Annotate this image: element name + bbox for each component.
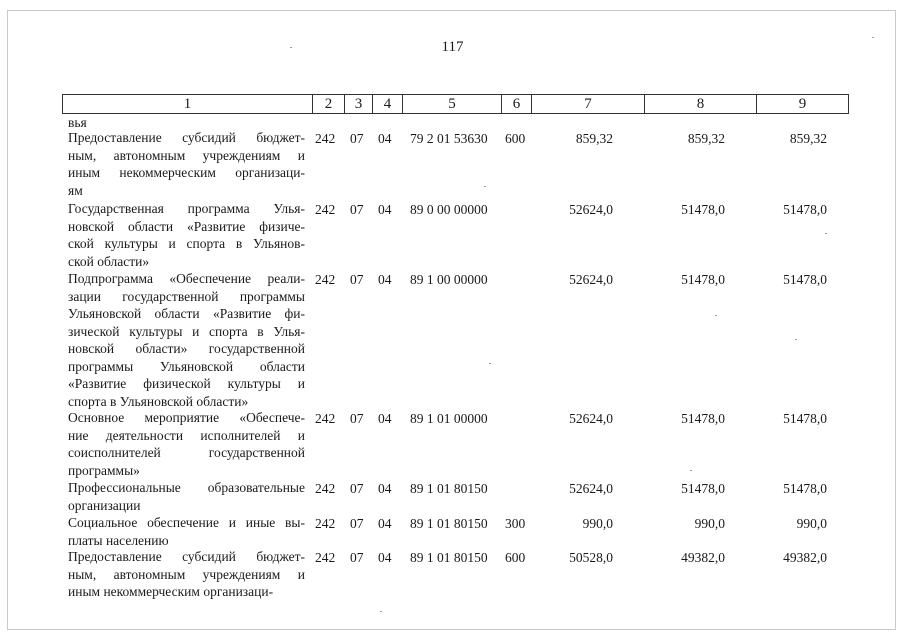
cell-col-3: 07 xyxy=(350,272,364,287)
description-line: Основное мероприятие «Обеспече- xyxy=(68,410,305,425)
cell-col-8: 51478,0 xyxy=(681,481,725,496)
scan-speck xyxy=(715,315,717,316)
cell-col-2: 242 xyxy=(315,411,336,426)
cell-col-8: 859,32 xyxy=(687,131,725,146)
description-line: иным некоммерческим организаци- xyxy=(68,584,274,599)
cell-col-5: 89 1 01 80150 xyxy=(410,550,488,565)
cell-col-7: 990,0 xyxy=(582,516,613,531)
header-col-9: 9 xyxy=(756,95,848,113)
cell-col-6: 600 xyxy=(505,550,526,565)
cell-col-7: 52624,0 xyxy=(569,411,613,426)
scan-speck xyxy=(489,363,491,364)
row-description xyxy=(68,514,305,549)
cell-col-2: 242 xyxy=(315,481,336,496)
scan-speck xyxy=(290,47,292,48)
scan-speck xyxy=(872,37,874,38)
header-col-2: 2 xyxy=(312,95,344,113)
description-line: ние деятельности исполнителей и xyxy=(68,427,305,443)
cell-col-6: 600 xyxy=(505,131,526,146)
cell-col-3: 07 xyxy=(350,516,364,531)
cell-col-9: 859,32 xyxy=(789,131,827,146)
scan-speck xyxy=(825,233,827,234)
cell-col-4: 04 xyxy=(378,202,392,217)
header-col-3: 3 xyxy=(344,95,372,113)
cell-col-7: 50528,0 xyxy=(569,550,613,565)
cell-col-7: 52624,0 xyxy=(569,481,613,496)
description-line: программы» xyxy=(68,462,140,478)
cell-col-8: 990,0 xyxy=(694,516,725,531)
description-line: новской области «Развитие физиче- xyxy=(68,218,305,234)
cell-col-8: 51478,0 xyxy=(681,202,725,217)
scan-speck xyxy=(690,470,692,471)
cell-col-9: 51478,0 xyxy=(783,411,827,426)
description-line: Предоставление субсидий бюджет- xyxy=(68,130,305,145)
description-line: ской области» xyxy=(68,253,150,269)
scan-speck xyxy=(380,611,382,612)
description-line: Государственная программа Улья- xyxy=(68,201,305,216)
page-number: 117 xyxy=(441,39,464,55)
scan-speck xyxy=(484,186,486,187)
cell-col-2: 242 xyxy=(315,272,336,287)
description-line: ным, автономным учреждениям и xyxy=(68,147,305,163)
cell-col-7: 52624,0 xyxy=(569,272,613,287)
row-description xyxy=(68,200,305,270)
description-line: иным некоммерческим организаци- xyxy=(68,165,305,180)
description-line: ным, автономным учреждениям и xyxy=(68,566,305,582)
cell-col-7: 859,32 xyxy=(575,131,613,146)
cell-col-8: 51478,0 xyxy=(681,272,725,287)
cell-col-2: 242 xyxy=(315,516,336,531)
row-description xyxy=(68,409,305,479)
description-line: организации xyxy=(68,497,141,513)
description-line: Предоставление субсидий бюджет- xyxy=(68,549,305,564)
cell-col-4: 04 xyxy=(378,550,392,565)
cell-col-2: 242 xyxy=(315,131,336,146)
cell-col-5: 79 2 01 53630 xyxy=(410,131,488,146)
description-line: Подпрограмма «Обеспечение реали- xyxy=(68,271,305,286)
continuation-text: вья xyxy=(68,115,87,130)
cell-col-5: 89 1 00 00000 xyxy=(410,272,488,287)
cell-col-8: 49382,0 xyxy=(681,550,725,565)
cell-col-5: 89 1 01 00000 xyxy=(410,411,488,426)
cell-col-3: 07 xyxy=(350,202,364,217)
header-col-8: 8 xyxy=(644,95,756,113)
cell-col-4: 04 xyxy=(378,411,392,426)
description-line: «Развитие физической культуры и xyxy=(68,376,305,391)
header-col-6: 6 xyxy=(501,95,531,113)
description-line: ям xyxy=(68,182,83,198)
description-line: платы населению xyxy=(68,532,169,548)
description-line: новской области» государственной xyxy=(68,341,305,356)
cell-col-4: 04 xyxy=(378,272,392,287)
description-line: программы Ульяновской области xyxy=(68,358,305,374)
description-line: зической культуры и спорта в Улья- xyxy=(68,323,305,339)
cell-col-8: 51478,0 xyxy=(681,411,725,426)
scan-speck xyxy=(795,339,797,340)
cell-col-3: 07 xyxy=(350,131,364,146)
cell-col-9: 49382,0 xyxy=(783,550,827,565)
cell-col-5: 89 1 01 80150 xyxy=(410,516,488,531)
cell-col-9: 51478,0 xyxy=(783,481,827,496)
row-description xyxy=(68,548,305,601)
cell-col-5: 89 1 01 80150 xyxy=(410,481,488,496)
cell-col-9: 51478,0 xyxy=(783,272,827,287)
row-description xyxy=(68,270,305,410)
cell-col-6: 300 xyxy=(505,516,526,531)
cell-col-9: 51478,0 xyxy=(783,202,827,217)
cell-col-4: 04 xyxy=(378,516,392,531)
header-col-1: 1 xyxy=(183,96,192,112)
header-col-5: 5 xyxy=(402,95,501,113)
cell-col-3: 07 xyxy=(350,550,364,565)
table-header xyxy=(62,94,849,114)
cell-col-7: 52624,0 xyxy=(569,202,613,217)
cell-col-4: 04 xyxy=(378,131,392,146)
cell-col-2: 242 xyxy=(315,202,336,217)
row-description xyxy=(68,479,305,514)
cell-col-3: 07 xyxy=(350,411,364,426)
description-line: Ульяновской области «Развитие фи- xyxy=(68,306,305,321)
description-line: зации государственной программы xyxy=(68,288,305,304)
description-line: ской культуры и спорта в Ульянов- xyxy=(68,236,305,251)
description-line: Социальное обеспечение и иные вы- xyxy=(68,515,305,530)
cell-col-5: 89 0 00 00000 xyxy=(410,202,488,217)
description-line: соисполнителей государственной xyxy=(68,445,305,460)
cell-col-4: 04 xyxy=(378,481,392,496)
header-col-4: 4 xyxy=(372,95,402,113)
header-col-7: 7 xyxy=(531,95,644,113)
description-line: спорта в Ульяновской области» xyxy=(68,393,249,409)
cell-col-2: 242 xyxy=(315,550,336,565)
cell-col-3: 07 xyxy=(350,481,364,496)
row-description xyxy=(68,129,305,199)
description-line: Профессиональные образовательные xyxy=(68,480,305,495)
cell-col-9: 990,0 xyxy=(796,516,827,531)
